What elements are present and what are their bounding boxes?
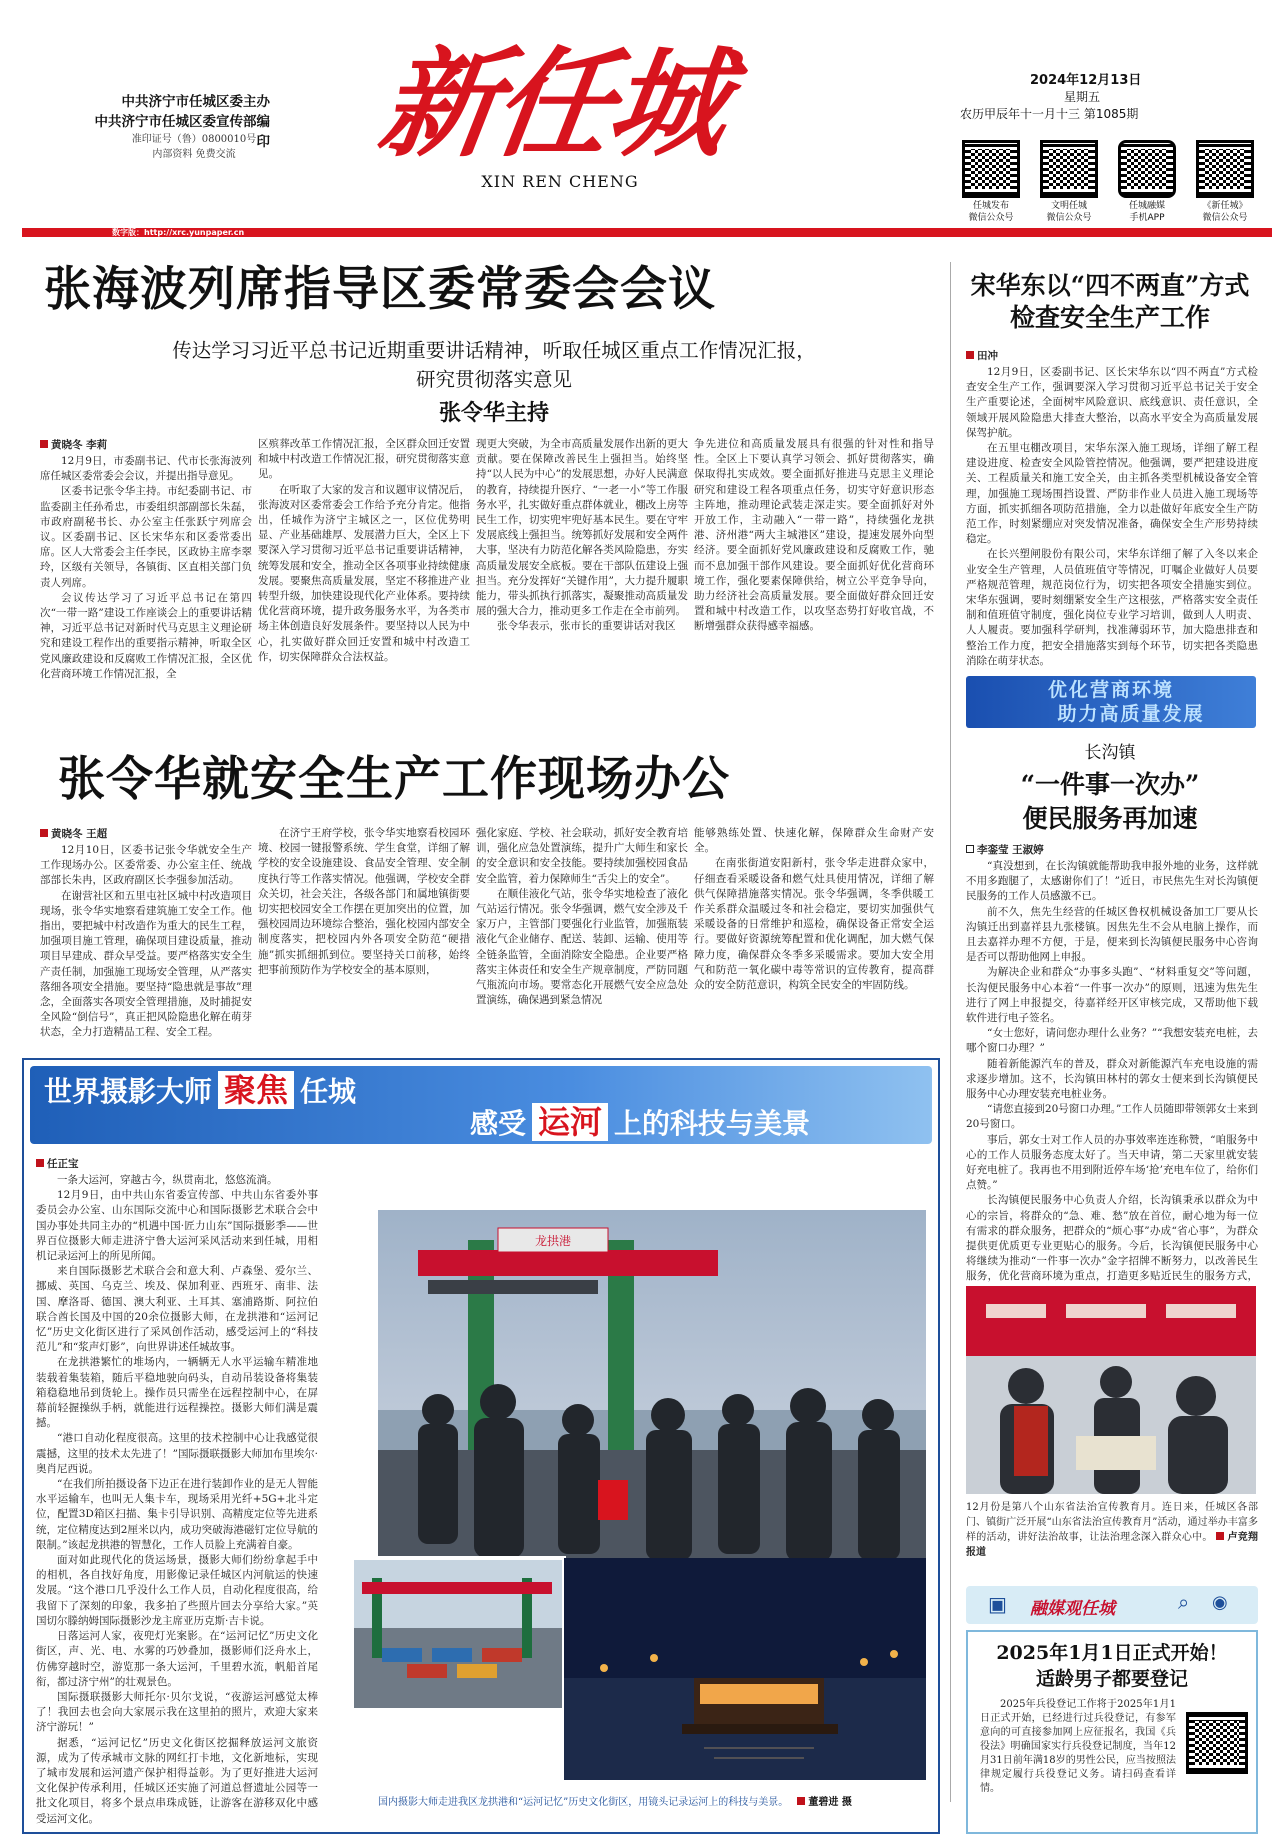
crane-sign: 龙拱港	[534, 1234, 572, 1248]
qr-label: 《新任城》 微信公众号	[1202, 201, 1248, 223]
byline-marker	[40, 440, 48, 448]
masthead-pinyin: XIN REN CHENG	[481, 172, 639, 191]
byline: 黄晓冬 李莉	[51, 439, 108, 451]
article-paragraph: 争先进位和高质量发展具有很强的针对性和指导性。全区上下要认真学习领会、抓好贯彻落实，确保取得扎实成效。要全面抓好推进马克思主义理论研究和建设工程各项重点任务，切实守好意识形态主阵地，推动理论武装走深走实。要全面抓好对外开放工作，主动融入“一带一路”，持续强化龙拱港、济州港“两大主城港区”建设，提速发展外向型经济。要全面抓好党风廉政建设和反腐败工作，驰而不息加强干部作风建设。要全面抓好优化营商环境工作，强化要素保障供给，树立公平竞争导向，助力经济社会高质量发展。要全面做好群众回迁安置和城中村改造工作，以攻坚态势打好收官战，不断增强群众获得感幸福感。	[694, 438, 934, 633]
article-paragraph: “港口自动化程度很高。这里的技术控制中心让我感觉很震撼，这里的技术太先进了！”国际摄联摄影大师加布里埃尔·奥肖尼西说。	[36, 1432, 318, 1475]
credit-marker	[797, 1797, 805, 1805]
article-paragraph: “在我们所拍摄设备下边正在进行装卸作业的是无人智能水平运输车，也叫无人集卡车，现场采用光纤+5G+北斗定位，配置3D箱区扫描、集卡引导识别、高精度定位等先进系统，定位精度达到2厘米以内，成功突破海港磁钉定位导航的限制。”该起龙拱港的智慧化，工作人员脸上充满着自豪。	[36, 1478, 318, 1551]
photo-caption: 12月份是第八个山东省法治宣传教育月。连日来，任城区各部门、镇街广泛开展“山东省法治宣传教育月”活动，通过举办丰富多样的活动，讲好法治故事，让法治理念深入群众心中。	[966, 1502, 1258, 1543]
rongmei-header	[966, 1586, 1258, 1624]
article-paragraph: 面对如此现代化的货运场景，摄影大师们纷纷拿起手中的相机，各自找好角度，用影像记录任城区内河航运的快速发展。“这个港口几乎没什么工作人员，自动化程度很高，给我留下了深刻的印象，我多拍了些照片回去分享给大家。”英国切尔滕纳姆国际摄影沙龙主席亚历克斯·吉卡说。	[36, 1554, 318, 1627]
byline: 李銮莹 王淑婷	[977, 844, 1044, 856]
masthead-org2: 中共济宁市任城区委宣传部编印	[94, 114, 270, 150]
article-paragraph: 为解决企业和群众“办事多头跑”、“材料重复交”等问题，长沟便民服务中心本着“一件事一次办”的原则，迅速为焦先生进行了网上申报提交，待嘉祥经开区审核完成，又帮助他下载软件进行电子签名。	[966, 966, 1258, 1025]
column-divider	[950, 262, 951, 1802]
article-paragraph: 国际摄联摄影大师托尔·贝尔戈说，“夜游运河感觉太棒了！我回去也会向大家展示我在这里拍的照片，欢迎大家来济宁游玩！”	[36, 1690, 318, 1734]
article-paragraph: 12月9日，区委副书记、区长宋华东以“四不两直”方式检查安全生产工作，强调要深入学习贯彻习近平总书记关于安全生产重要论述，全面树牢风险意识、底线意识、责任意识，全领域开展风险隐患大排查大整治，以高水平安全为高质量发展保驾护航。	[966, 366, 1258, 439]
qr-code	[962, 140, 1020, 198]
article-paragraph: 12月9日，市委副书记、代市长张海波列席任城区委常委会会议，并提出指导意见。	[40, 455, 252, 483]
article-paragraph: 在谢营社区和五里屯社区城中村改造项目现场，张令华实地察看建筑施工安全工作。他指出，要把城中村改造作为重大的民生工程，加强项目施工管理，确保项目建设质量，推动项目早建成、群众早受益。要严格落实安全生产责任制，加强施工现场安全管理，从严落实落细各项安全措施。要坚持“隐患就是事故”理念，全面落实各项安全管理措施，及时捕捉安全风险“倒信号”，真正把风险隐患化解在萌芽状态，全力打造精品工程、安全工程。	[40, 889, 252, 1039]
masthead-lunar: 农历甲辰年十一月十三 第1085期	[960, 107, 1139, 121]
byline: 田冲	[977, 350, 998, 362]
feature-title-part: 世界摄影大师	[44, 1075, 213, 1108]
camera-icon: ◉	[1212, 1592, 1228, 1613]
byline-marker	[36, 1159, 44, 1167]
sidebar-headline-line: 检查安全生产工作	[1009, 303, 1210, 332]
sidebar-headline-line: 便民服务再加速	[1022, 804, 1198, 833]
article-paragraph: 在五里屯棚改项目，宋华东深入施工现场，详细了解工程建设进度、检查安全风险管控情况。他强调，要严把建设进度关、工程质量关和施工安全关，由主抓各类型机械设备安全管理，加强施工现场围挡设置、严防非作业人员进入施工现场等方面，抓实抓细各项防范措施，全力以赴做好年底安全生产防范工作，时刻紧绷应对突发情况准备，确保安全生产形势持续稳定。	[966, 442, 1258, 546]
article-paragraph: 在济宁王府学校，张令华实地察看校园环境、校园一键报警系统、学生食堂，详细了解学校的安全设施建设、食品安全管理、安全制度执行等工作落实情况。他强调，学校安全群众关切，社会关注，各级各部门和属地镇街要切实把校园安全工作摆在更加突出的位置，加强校园周边环境综合整治，强化校园内部安全制度落实，把校园内外各项安全防范“硬措施”抓实抓细抓到位。要坚持关口前移，始终把事前预防作为学校安全的基本原则，	[258, 827, 470, 976]
article-paragraph: 现更大突破，为全市高质量发展作出新的更大贡献。要在保障改善民生上强担当。始终坚持“以人民为中心”的发展思想，办好人民满意的教育，持续提升医疗、“一老一小”等工作服务水平，扎实做好重点群体就业，棚改上房等民生工作，切实兜牢兜好基本民生。要在守牢发展底线上强担当。统筹抓好发展和安全两件大事，坚决有力防范化解各类风险隐患，夯实高质量发展安全底板。要在干部队伍建设上强担当。充分发挥好“关键作用”，大力提升履职能力，带头抓执行抓落实，凝聚推动高质量发展的强大合力，推动更多工作走在全市前列。	[476, 438, 688, 618]
masthead-title: 新任城	[371, 34, 733, 173]
article-paragraph: 一条大运河，穿越古今，纵贯南北，悠悠流淌。	[57, 1174, 278, 1186]
article-paragraph: 事后，郭女士对工作人员的办事效率连连称赞，“咱服务中心的工作人员服务态度太好了。当天申请，第二天家里就安装好充电桩了。我再也不用到附近停车场‘抢’充电车位了，给你们点赞。”	[966, 1133, 1258, 1192]
banner-line-2: 助力高质量发展	[1057, 703, 1205, 725]
feature-title-part: 上的科技与美景	[614, 1107, 811, 1140]
qr-code	[1186, 1712, 1248, 1774]
article-paragraph: 能够熟练处置、快速化解，保障群众生命财产安全。	[694, 827, 934, 855]
photo-credit: 董碧进 摄	[808, 1797, 852, 1808]
masthead-permit: 准印证号（鲁）0800010号	[131, 134, 257, 145]
qr-label: 任城发布 微信公众号	[968, 201, 1014, 223]
article-paragraph: 长沟镇便民服务中心负责人介绍，长沟镇秉承以群众为中心的宗旨，将群众的“急、难、愁”放在首位，耐心地为每一位有需求的群众服务，把群众的“烦心事”办成“省心事”，为群众提供更优质更专业更贴心的服务。今后，长沟镇便民服务中心将继续为推动“一件事一次办”金字招牌不断努力，以改善民生服务，优化营商环境为重点，打造更多贴近民生的服务方式，	[966, 1194, 1258, 1283]
article-paragraph: 区委书记张令华主持。市纪委副书记、市监委副主任孙希忠，市委组织部副部长朱磊，市政府副秘书长、办公室主任张跃宁列席会议。区委副书记、区长宋华东和区委常委出席。区人大常委会主任李民，区政协主席李翠玲，区级有关领导，各镇街、区直相关部门负责人列席。	[40, 485, 252, 589]
canal-night-photo	[564, 1558, 926, 1780]
feature-title-part: 任城	[300, 1075, 357, 1108]
feature-title-part: 感受	[470, 1107, 527, 1140]
masthead-date: 2024年12月13日	[1030, 73, 1142, 88]
rongmei-headline-line: 2025年1月1日正式开始！	[996, 1642, 1228, 1664]
sidebar-headline-line: “一件事一次办”	[1020, 770, 1200, 799]
article-paragraph: “女士您好，请问您办理什么业务？”“我想安装充电桩，去哪个窗口办理？”	[966, 1027, 1258, 1055]
sidebar-headline-line: 宋华东以“四不两直”方式	[970, 271, 1250, 300]
rongmei-headline-line: 适龄男子都要登记	[1035, 1668, 1188, 1690]
qr-code	[1040, 140, 1098, 198]
feature-title-accent: 聚焦	[218, 1071, 294, 1109]
masthead-org1: 中共济宁市任城区委主办	[121, 94, 270, 110]
subheadline-1b: 研究贯彻落实意见	[415, 368, 572, 391]
article-paragraph: 会议传达学习了习近平总书记在第四次“一带一路”建设工作座谈会上的重要讲话精神，习近平总书记对新时代马克思主义理论研究和建设工程作出的重要指示精神，听取全区党风廉政建设和反腐败工作情况汇报，全区优化营商环境工作情况汇报，全	[40, 591, 252, 680]
sidebar-kicker: 长沟镇	[1084, 743, 1136, 763]
business-environment-banner	[966, 676, 1256, 728]
article-paragraph: 据悉，“运河记忆”历史文化街区挖掘释放运河文旅资源，成为了传承城市文脉的网红打卡地，文化新地标，实现了城市发展和运河遗产保护相得益彰。为了更好推进大运河文化保护传承利用，任城区还实施了河道总督遗址公园等一批文化项目，将多个景点串珠成链，让游客在游移双化中感受运河文化。	[36, 1736, 318, 1825]
qr-label: 文明任城 微信公众号	[1046, 201, 1092, 223]
article-paragraph: 在龙拱港繁忙的堆场内，一辆辆无人水平运输车精准地装载着集装箱，随后平稳地驶向码头，自动吊装设备将集装箱稳稳地吊到货轮上。操作员只需坐在远程控制中心，在屏幕前轻握操纵手柄，就能进行远程操控。摄影大师们满是震撼。	[36, 1356, 318, 1430]
byline-marker	[40, 829, 48, 837]
article-paragraph: 在长兴塑闸股份有限公司，宋华东详细了解了入冬以来企业安全生产管理，人员值班值守等情况，叮嘱企业做好人员要严格规范管理，规范岗位行为，切实把各项安全措施实到位。宋华东强调，要时刻绷紧安全生产这根弦，严格落实安全责任制和值班值守制度，强化岗位专业学习培训，做到人人明责、人人履责。要加强科学研判，找准薄弱环节，加大隐患排查和整治工作力度，把安全措施落实到每个环节，切实把各类隐患消除在萌芽状态。	[966, 548, 1258, 667]
article-paragraph: 在南张街道安阳新村，张令华走进群众家中，仔细查看采暖设备和燃气灶具使用情况，详细了解供气保障措施落实情况。张令华强调，冬季供暖工作关系群众温暖过冬和社会稳定，要切实加强供气采暖设备的日常维护和巡检，确保设备正常安全运行。要做好资源统筹配置和优化调配，加大燃气保障力度，确保群众冬季多采暖需求。要加大安全用气和防范一氧化碳中毒等常识的宣传教育，提高群众的安全防范意识，构筑全民安全的牢固防线。	[694, 857, 934, 992]
byline-marker	[966, 845, 974, 853]
article-paragraph: 日落运河人家，夜兜灯光案影。在“运河记忆”历史文化街区，声、光、电、水雾的巧妙叠加，摄影师们泛舟水上，仿佛穿越时空，游览那一条大运河，千里碧水流，帆船首尾衔，都过济宁州”的壮观景色。	[36, 1630, 318, 1688]
article-paragraph: 12月10日，区委书记张令华就安全生产工作现场办公。区委常委、办公室主任、统战部部长朱冉，区政府副区长李强参加活动。	[40, 844, 252, 887]
byline-marker	[966, 351, 974, 359]
article-paragraph: 来自国际摄影艺术联合会和意大利、卢森堡、爱尔兰、挪威、英国、乌克兰、埃及、保加利亚、西班牙、南非、法国、摩洛哥、德国、澳大利亚、土耳其、塞浦路斯、阿拉伯联合酋长国及中国的20余位摄影大师，在龙拱港和“运河记忆”历史文化街区进行了采风创作活动，感受运河上的“科技范儿”和“浆声灯影”，向世界讲述任城故事。	[36, 1265, 318, 1354]
article-paragraph: 随着新能源汽车的普及，群众对新能源汽车充电设施的需求逐步增加。这不，长沟镇田林村的郭女士便来到长沟镇便民服务中心办理安装充电桩业务。	[966, 1057, 1258, 1101]
qr-code	[1196, 140, 1254, 198]
port-photo	[378, 1210, 926, 1598]
presider-line: 张令华主持	[438, 400, 549, 426]
headline-2: 张令华就安全生产工作现场办公	[58, 752, 730, 807]
yard-photo	[352, 1558, 564, 1710]
article-paragraph: 张令华表示，张市长的重要讲话对我区	[497, 620, 676, 633]
masthead-weekday: 星期五	[1064, 90, 1101, 104]
article-paragraph: 区殡葬改革工作情况汇报，全区群众回迁安置和城中村改造工作情况汇报，研究贯彻落实意见。	[258, 438, 470, 481]
sidebar-headline-1	[960, 270, 1260, 334]
qr-label: 任城融媒 手机APP	[1128, 201, 1165, 223]
search-icon: ⌕	[1178, 1590, 1190, 1614]
article-paragraph: 12月9日，由中共山东省委宣传部、中共山东省委外事委员会办公室、山东国际交流中心和国际摄影艺术联合会中国办事处共同主办的“机遇中国·匠力山东”国际摄影季——世界百位摄影大师走进济宁鲁大运河采风活动来到任城，用相机记录运河上的所见所闻。	[36, 1189, 318, 1263]
subheadline-1a: 传达学习习近平总书记近期重要讲话精神，听取任城区重点工作情况汇报，	[172, 339, 816, 362]
headline-1: 张海波列席指导区委常委会会议	[44, 262, 716, 317]
credit-marker	[1216, 1532, 1224, 1540]
article-paragraph: “真没想到，在长沟镇就能帮助我申报外地的业务，这样就不用多跑腿了，太感谢你们了！”近日，市民焦先生对长沟镇便民服务的工作人员感激不已。	[966, 860, 1258, 903]
masthead-note: 内部资料 免费交流	[152, 149, 236, 160]
media-icon: ▣	[988, 1592, 1007, 1616]
legal-publicity-photo	[966, 1286, 1256, 1494]
article-paragraph: 2025年兵役登记工作将于2025年1月1日正式开始，已经进行过兵役登记，有参军意向的可直接参加网上应征报名，我国《兵役法》明确国家实行兵役登记制度，当年12月31日前年满18岁的男性公民，应当按照法律规定履行兵役登记义务。请扫码查看详情。	[980, 1699, 1176, 1794]
article-paragraph: “请您直接到20号窗口办理。”工作人员随即带领郭女士来到20号窗口。	[966, 1103, 1258, 1131]
photo-credit: 卢竞翔 报道	[966, 1532, 1259, 1558]
article-paragraph: 在听取了大家的发言和议题审议情况后，张海波对区委常委会工作给予充分肯定。他指出，任城作为济宁主城区之一，区位优势明显、产业基础雄厚、发展潜力巨大，全区上下要深入学习贯彻习近平总书记重要讲话精神，统筹发展和安全，推动全区各项事业持续健康发展。要聚焦高质量发展，坚定不移推进产业转型升级，加快建设现代化产业体系。要持续优化营商环境，提升政务服务水平，为各类市场主体创造良好发展条件。要坚持以人民为中心，扎实做好群众回迁安置和城中村改造工作，切实保障群众合法权益。	[258, 483, 470, 663]
byline: 任正宝	[47, 1158, 79, 1170]
website-label: 数字版：http://xrc.yunpaper.cn	[112, 228, 245, 237]
article-paragraph: 强化家庭、学校、社会联动，抓好安全教育培训，强化应急处置演练，提升广大师生和家长的安全意识和安全技能。要持续加强校园食品安全监管，着力保障师生“舌尖上的安全”。	[476, 827, 688, 885]
article-paragraph: 在顺佳液化气站，张令华实地检查了液化气站运行情况。张令华强调，燃气安全涉及千家万户，主管部门要强化行业监管，加强瓶装液化气企业储存、配送、装卸、运输、使用等全链条监管，全面消除安全隐患。企业要严格落实主体责任和安全生产规章制度，严防同题气瓶流向市场。要常态化开展燃气安全应急处置演练，确保遇到紧急情况	[476, 887, 688, 1007]
banner-line-1: 优化营商环境	[1047, 679, 1174, 701]
byline: 黄晓冬 王超	[51, 828, 108, 840]
rongmei-label: 融媒观任城	[1030, 1599, 1115, 1619]
feature-title-accent: 运河	[532, 1103, 608, 1141]
article-paragraph: 前不久，焦先生经营的任城区鲁权机械设备加工厂要从长沟镇迁出到嘉祥县九张楼镇。因焦先生不会从电脑上操作，而且去嘉祥办理不方便，于是，便来到长沟镇便民服务中心咨询是否可以帮助他网上申报。	[966, 905, 1258, 964]
photo-caption: 国内摄影大师走进我区龙拱港和“运河记忆”历史文化街区，用镜头记录运河上的科技与美景。	[378, 1797, 789, 1808]
qr-code	[1118, 140, 1176, 198]
